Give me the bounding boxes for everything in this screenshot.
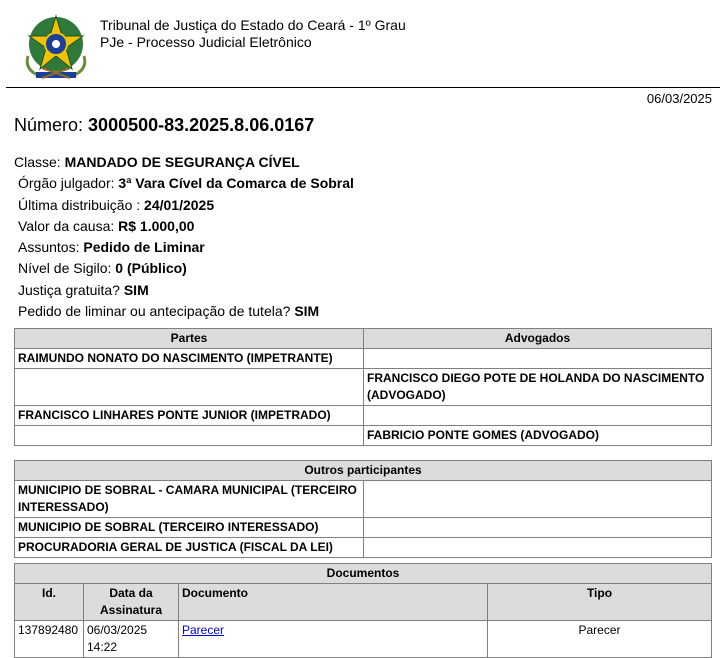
advogado-cell (364, 406, 712, 426)
field-value: SIM (294, 303, 320, 320)
participante-cell: MUNICIPIO DE SOBRAL - CAMARA MUNICIPAL (TERCEIRO INTERESSADO) (15, 481, 364, 518)
system-name: PJe - Processo Judicial Eletrônico (100, 34, 312, 50)
field-value: 3ª Vara Cível da Comarca de Sobral (118, 175, 354, 192)
field-value: 0 (Público) (115, 260, 187, 277)
field-label: Valor da causa: (18, 217, 119, 234)
table-header-row (15, 584, 712, 621)
advogado-cell: FABRICIO PONTE GOMES (ADVOGADO) (364, 426, 712, 446)
table-row (15, 481, 712, 518)
empty-cell (364, 538, 712, 558)
participante-cell: MUNICIPIO DE SOBRAL (TERCEIRO INTERESSADO) (15, 518, 364, 538)
field-pedido-liminar (14, 301, 354, 322)
column-header-id: Id. (15, 584, 84, 621)
document-id-cell: 137892480 (15, 621, 84, 658)
field-label: Classe: (14, 154, 65, 170)
field-value: 24/01/2025 (144, 196, 215, 213)
field-label: Nível de Sigilo: (18, 260, 116, 277)
document-name-cell (179, 621, 488, 658)
partes-table (14, 328, 712, 446)
column-header-partes: Partes (15, 329, 364, 349)
process-number-value: 3000500-83.2025.8.06.0167 (88, 115, 315, 135)
document-link[interactable]: Parecer (182, 623, 225, 637)
table-row (15, 621, 712, 658)
table-row (15, 538, 712, 558)
field-nivel-sigilo (14, 258, 354, 279)
table-row (15, 518, 712, 538)
field-label: Pedido de liminar ou antecipação de tutela? (18, 303, 295, 320)
field-value: R$ 1.000,00 (118, 217, 195, 234)
empty-cell (364, 518, 712, 538)
parte-cell (15, 369, 364, 406)
field-valor-causa (14, 216, 354, 237)
document-header (0, 0, 724, 88)
parte-cell (15, 426, 364, 446)
field-classe (14, 152, 354, 173)
table-row (15, 406, 712, 426)
brazil-coat-of-arms-icon (22, 12, 90, 82)
column-header-tipo: Tipo (488, 584, 712, 621)
field-value: Pedido de Liminar (83, 239, 205, 256)
advogado-cell: FRANCISCO DIEGO POTE DE HOLANDA DO NASCIMENTO (ADVOGADO) (364, 369, 712, 406)
documentos-table (14, 563, 712, 658)
process-number (14, 115, 314, 136)
process-number-label: Número: (14, 115, 84, 135)
field-orgao-julgador (14, 173, 354, 194)
participante-cell: PROCURADORIA GERAL DE JUSTICA (FISCAL DA LEI) (15, 538, 364, 558)
advogado-cell (364, 349, 712, 369)
field-label: Última distribuição : (18, 196, 145, 213)
document-date-cell: 06/03/2025 14:22 (84, 621, 179, 658)
outros-participantes-table (14, 460, 712, 558)
report-date: 06/03/2025 (646, 91, 712, 106)
field-justica-gratuita (14, 280, 354, 301)
field-assuntos (14, 237, 354, 258)
field-label: Assuntos: (18, 239, 84, 256)
court-name: Tribunal de Justiça do Estado do Ceará - 1º Grau (100, 17, 406, 33)
column-header-documento: Documento (179, 584, 488, 621)
field-label: Órgão julgador: (18, 175, 119, 192)
table-header-row (15, 461, 712, 481)
table-row (15, 369, 712, 406)
parte-cell: RAIMUNDO NONATO DO NASCIMENTO (IMPETRANTE) (15, 349, 364, 369)
table-row (15, 426, 712, 446)
field-value: SIM (123, 281, 149, 298)
column-header-data-assinatura: Data da Assinatura (84, 584, 179, 621)
field-value: MANDADO DE SEGURANÇA CÍVEL (64, 154, 300, 170)
table-row (15, 349, 712, 369)
column-header-advogados: Advogados (364, 329, 712, 349)
outros-participantes-title: Outros participantes (15, 461, 712, 481)
parte-cell: FRANCISCO LINHARES PONTE JUNIOR (IMPETRADO) (15, 406, 364, 426)
table-header-row (15, 329, 712, 349)
table-title-row (15, 564, 712, 584)
field-ultima-distribuicao (14, 195, 354, 216)
empty-cell (364, 481, 712, 518)
documentos-title: Documentos (15, 564, 712, 584)
field-label: Justiça gratuita? (18, 281, 124, 298)
document-type-cell: Parecer (488, 621, 712, 658)
header-divider (6, 87, 720, 88)
process-fields (14, 152, 354, 322)
